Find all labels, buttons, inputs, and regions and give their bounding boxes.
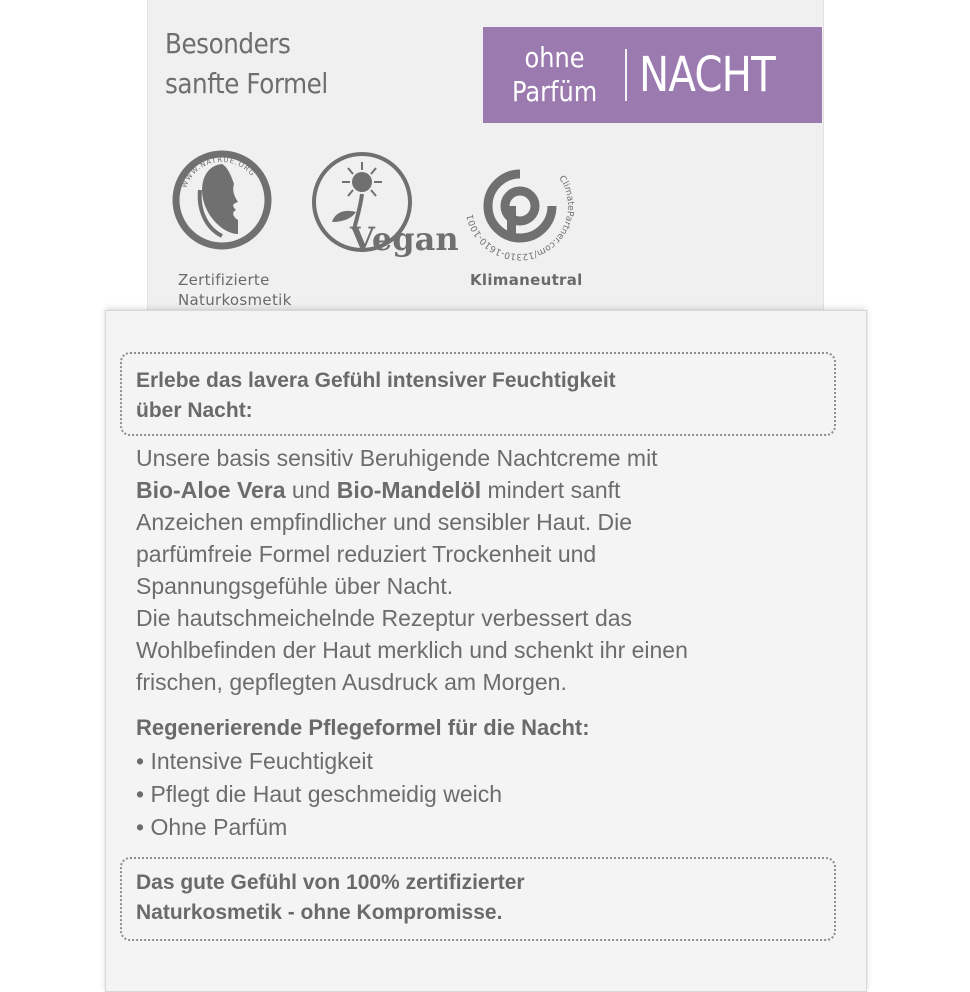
- desc-line: und: [285, 477, 337, 503]
- desc-line: Spannungsgefühle über Nacht.: [136, 573, 454, 599]
- natrue-label: [178, 270, 292, 310]
- list-item: • Pflegt die Haut geschmeidig weich: [136, 778, 502, 811]
- badge-divider: [625, 49, 627, 101]
- natrue-label-line1: Zertifizierte: [178, 271, 270, 289]
- natrue-ring-text: [172, 150, 272, 250]
- vegan-sunflower-icon: [310, 150, 460, 268]
- desc-line: Anzeichen empfindlicher und sensibler Haut. Die: [136, 509, 633, 535]
- climate-partner-icon: [460, 146, 580, 266]
- tagline-line1: Besonders: [165, 27, 291, 60]
- footer-line2: Naturkosmetik - ohne Kompromisse.: [136, 901, 503, 924]
- badge-line2: Parfüm: [511, 75, 598, 108]
- desc-bold-aloe: Bio-Aloe Vera: [136, 477, 286, 503]
- natrue-label-line2: Naturkosmetik: [178, 291, 292, 309]
- intro-line1: Erlebe das lavera Gefühl intensiver Feuchtigkeit: [136, 369, 616, 392]
- vegan-text: Vegan: [350, 220, 459, 258]
- climate-label: Klimaneutral: [470, 271, 583, 289]
- intro-line2: über Nacht:: [136, 399, 253, 422]
- desc-line: Wohlbefinden der Haut merklich und schenkt ihr einen: [136, 637, 688, 663]
- natrue-seal: [172, 150, 272, 255]
- desc-bold-mandel: Bio-Mandelöl: [336, 477, 482, 503]
- desc-line: mindert sanft: [481, 477, 621, 503]
- tagline: [165, 24, 328, 104]
- footer-claim: [136, 868, 525, 928]
- benefit-list: [136, 745, 502, 844]
- care-subheading: Regenerierende Pflegeformel für die Nacht:: [136, 715, 590, 740]
- intro-heading: [136, 366, 616, 426]
- desc-line: frischen, gepflegten Ausdruck am Morgen.: [136, 669, 567, 695]
- ohne-parfuem-nacht-badge: [483, 27, 822, 123]
- desc-line: Unsere basis sensitiv Beruhigende Nachtcreme mit: [136, 445, 658, 471]
- badge-line1: ohne: [524, 41, 585, 74]
- svg-text:WWW.NATRUE.ORG: WWW.NATRUE.ORG: [180, 155, 257, 190]
- list-item: • Intensive Feuchtigkeit: [136, 745, 502, 778]
- desc-line: Die hautschmeichelnde Rezeptur verbessert das: [136, 605, 633, 631]
- climate-partner-seal: [460, 146, 580, 271]
- svg-text:ClimatePartner.com/12310-1610-: ClimatePartner.com/12310-1610-1001: [465, 174, 576, 262]
- list-item: • Ohne Parfüm: [136, 811, 502, 844]
- vegan-seal: [310, 150, 460, 273]
- badge-nacht: NACHT: [639, 47, 775, 103]
- description: [136, 442, 836, 698]
- desc-line: parfümfreie Formel reduziert Trockenheit und: [136, 541, 597, 567]
- badge-left: [503, 41, 606, 109]
- footer-line1: Das gute Gefühl von 100% zertifizierter: [136, 871, 525, 894]
- tagline-line2: sanfte Formel: [165, 67, 328, 100]
